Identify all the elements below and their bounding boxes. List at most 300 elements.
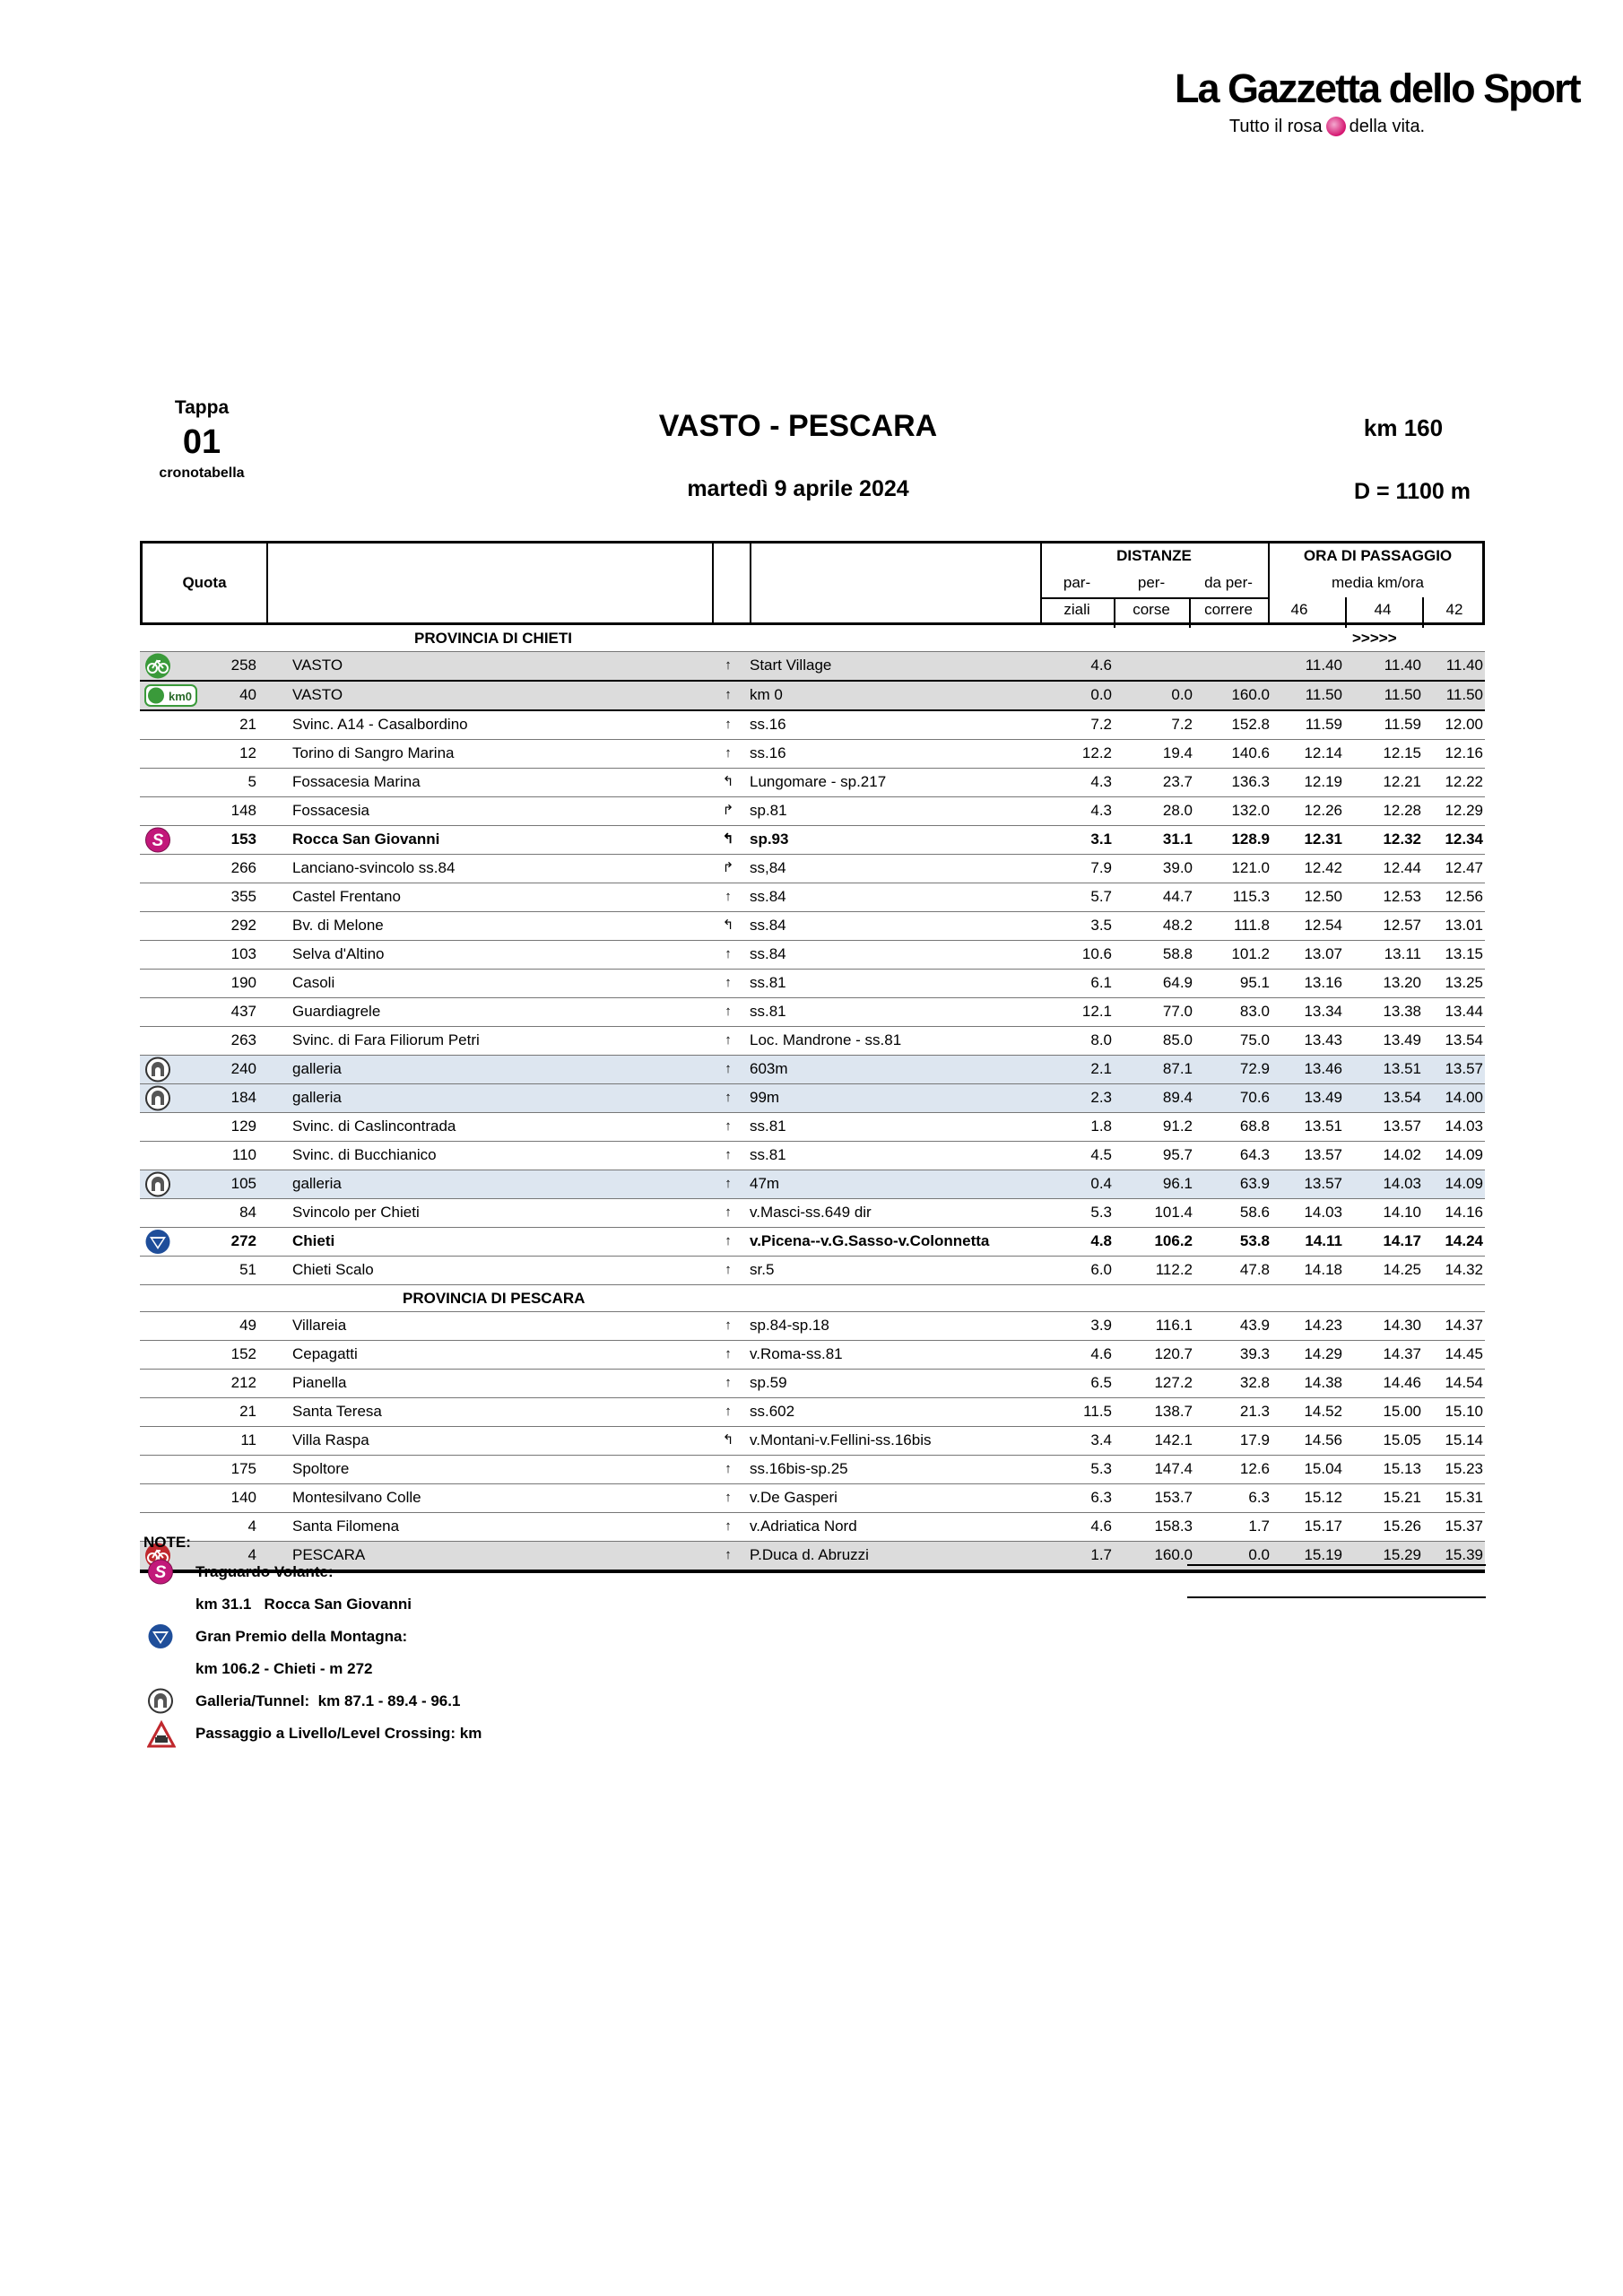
- time-44-cell: 12.44: [1383, 859, 1421, 876]
- gpm-icon: [144, 1229, 171, 1255]
- direction-arrow-icon: ↑: [725, 1205, 732, 1220]
- note-gpm-detail: km 106.2 - Chieti - m 272: [195, 1660, 373, 1677]
- time-42-cell: 12.00: [1445, 716, 1483, 733]
- time-46-cell: 11.59: [1305, 716, 1342, 733]
- location-cell: Casoli: [292, 974, 335, 991]
- remaining-km-cell: 152.8: [1231, 716, 1270, 733]
- partial-km-cell: 3.4: [1090, 1431, 1112, 1448]
- road-cell: ss,84: [750, 859, 786, 876]
- altitude-cell: 51: [239, 1261, 256, 1278]
- time-44-cell: 11.40: [1384, 657, 1421, 674]
- altitude-cell: 437: [230, 1003, 256, 1020]
- time-44-cell: 12.57: [1383, 917, 1421, 934]
- direction-arrow-icon: ↱: [722, 860, 734, 875]
- remaining-km-cell: 95.1: [1239, 974, 1270, 991]
- time-46-cell: 13.07: [1304, 945, 1342, 962]
- direction-arrow-icon: ↑: [725, 1176, 732, 1191]
- covered-km-cell: 101.4: [1154, 1204, 1193, 1221]
- time-42-cell: 11.40: [1445, 657, 1483, 674]
- location-cell: Fossacesia: [292, 802, 369, 819]
- partial-km-cell: 10.6: [1081, 945, 1112, 962]
- notes-title: NOTE:: [143, 1534, 191, 1551]
- covered-km-cell: 147.4: [1154, 1460, 1193, 1477]
- location-cell: Svinc. di Bucchianico: [292, 1146, 437, 1163]
- altitude-cell: 184: [230, 1089, 256, 1106]
- time-46-cell: 13.57: [1304, 1146, 1342, 1163]
- time-42-cell: 13.57: [1445, 1060, 1483, 1077]
- time-42-cell: 13.25: [1445, 974, 1483, 991]
- location-cell: Santa Filomena: [292, 1518, 400, 1535]
- road-cell: Loc. Mandrone - ss.81: [750, 1031, 902, 1048]
- table-row: [140, 941, 1485, 970]
- covered-km-cell: 39.0: [1162, 859, 1193, 876]
- remaining-km-cell: 47.8: [1239, 1261, 1270, 1278]
- svg-text:S: S: [154, 1563, 167, 1582]
- direction-arrow-icon: ↑: [725, 717, 732, 732]
- location-cell: Svincolo per Chieti: [292, 1204, 420, 1221]
- stage-block: [143, 395, 260, 484]
- remaining-km-cell: 58.6: [1239, 1204, 1270, 1221]
- location-cell: galleria: [292, 1089, 342, 1106]
- logo-wordmark: La Gazzetta dello Sport: [1175, 65, 1580, 111]
- province-chieti: PROVINCIA DI CHIETI: [414, 630, 572, 647]
- covered-km-cell: 28.0: [1162, 802, 1193, 819]
- direction-arrow-icon: ↑: [725, 1518, 732, 1534]
- time-42-cell: 12.34: [1445, 831, 1483, 848]
- remaining-km-cell: 1.7: [1248, 1518, 1270, 1535]
- road-cell: ss.16bis-sp.25: [750, 1460, 848, 1477]
- altitude-cell: 212: [230, 1374, 256, 1391]
- direction-arrow-icon: ↑: [725, 1233, 732, 1248]
- altitude-cell: 5: [247, 773, 256, 790]
- table-row: [140, 1427, 1485, 1456]
- time-44-cell: 12.32: [1383, 831, 1421, 848]
- direction-arrow-icon: ↰: [722, 918, 734, 933]
- remaining-km-cell: 32.8: [1239, 1374, 1270, 1391]
- signature-line-2: [1187, 1596, 1486, 1598]
- table-row: [140, 769, 1485, 797]
- time-42-cell: 12.16: [1445, 744, 1483, 761]
- table-row: [140, 1398, 1485, 1427]
- stage-label: Tappa: [174, 397, 230, 418]
- covered-km-cell: 48.2: [1162, 917, 1193, 934]
- partial-km-cell: 5.3: [1090, 1204, 1112, 1221]
- time-42-cell: 15.14: [1445, 1431, 1483, 1448]
- table-row: [140, 912, 1485, 941]
- partial-km-cell: 2.3: [1090, 1089, 1112, 1106]
- covered-km-cell: 112.2: [1155, 1261, 1193, 1278]
- location-cell: Chieti Scalo: [292, 1261, 374, 1278]
- level-crossing-icon: [147, 1720, 176, 1749]
- time-42-cell: 12.56: [1445, 888, 1483, 905]
- location-cell: Torino di Sangro Marina: [292, 744, 455, 761]
- col-parziali-1: par-: [1063, 574, 1091, 591]
- location-cell: Chieti: [292, 1232, 335, 1249]
- note-crossing: Passaggio a Livello/Level Crossing: km: [143, 1718, 771, 1750]
- col-ora-passaggio: ORA DI PASSAGGIO: [1303, 547, 1453, 564]
- road-cell: v.Montani-v.Fellini-ss.16bis: [750, 1431, 932, 1448]
- partial-km-cell: 12.2: [1081, 744, 1112, 761]
- time-42-cell: 14.03: [1445, 1118, 1483, 1135]
- time-46-cell: 12.42: [1304, 859, 1342, 876]
- table-row: [140, 711, 1485, 740]
- partial-km-cell: 5.7: [1090, 888, 1112, 905]
- table-row: [140, 998, 1485, 1027]
- covered-km-cell: 7.2: [1171, 716, 1193, 733]
- time-46-cell: 12.31: [1304, 831, 1342, 848]
- covered-km-cell: 31.1: [1162, 831, 1193, 848]
- stage-date: martedì 9 aprile 2024: [687, 476, 909, 501]
- col-media: media km/ora: [1332, 574, 1424, 591]
- sprint-icon: [147, 1559, 176, 1587]
- note-tunnel: Galleria/Tunnel: km 87.1 - 89.4 - 96.1: [143, 1685, 771, 1718]
- table-row: [140, 1113, 1485, 1142]
- time-46-cell: 14.52: [1304, 1403, 1342, 1420]
- partial-km-cell: 3.5: [1090, 917, 1112, 934]
- stage-distance: km 160: [1363, 414, 1444, 441]
- time-42-cell: 12.29: [1445, 802, 1483, 819]
- altitude-cell: 263: [230, 1031, 256, 1048]
- altitude-cell: 266: [230, 859, 256, 876]
- time-44-cell: 13.38: [1383, 1003, 1421, 1020]
- altitude-cell: 153: [230, 831, 256, 848]
- direction-arrow-icon: ↑: [725, 1090, 732, 1105]
- remaining-km-cell: 115.3: [1232, 888, 1270, 905]
- time-42-cell: 13.54: [1445, 1031, 1483, 1048]
- road-cell: ss.16: [750, 716, 786, 733]
- covered-km-cell: 23.7: [1162, 773, 1193, 790]
- time-42-cell: 15.23: [1445, 1460, 1483, 1477]
- time-44-cell: 14.17: [1383, 1232, 1421, 1249]
- time-46-cell: 14.29: [1304, 1345, 1342, 1362]
- partial-km-cell: 4.8: [1090, 1232, 1112, 1249]
- partial-km-cell: 4.6: [1090, 657, 1112, 674]
- time-42-cell: 14.00: [1445, 1089, 1483, 1106]
- location-cell: Svinc. di Fara Filiorum Petri: [292, 1031, 480, 1048]
- direction-arrow-icon: ↑: [725, 1061, 732, 1076]
- direction-arrows: >>>>>: [1352, 630, 1397, 647]
- col-da-percorrere-2: correre: [1204, 601, 1253, 618]
- road-cell: 603m: [750, 1060, 788, 1077]
- time-46-cell: 14.38: [1304, 1374, 1342, 1391]
- time-46-cell: 15.17: [1304, 1518, 1342, 1535]
- time-42-cell: 12.22: [1445, 773, 1483, 790]
- table-header: [140, 541, 1485, 625]
- tunnel-icon: [144, 1057, 171, 1083]
- remaining-km-cell: 101.2: [1231, 945, 1270, 962]
- time-46-cell: 14.03: [1304, 1204, 1342, 1221]
- altitude-cell: 12: [239, 744, 256, 761]
- location-cell: Bv. di Melone: [292, 917, 384, 934]
- altitude-cell: 152: [230, 1345, 256, 1362]
- location-cell: Spoltore: [292, 1460, 350, 1477]
- altitude-cell: 103: [230, 945, 256, 962]
- gpm-icon: [147, 1623, 176, 1652]
- col-distanze: DISTANZE: [1116, 547, 1192, 564]
- altitude-cell: 105: [230, 1175, 256, 1192]
- road-cell: v.Roma-ss.81: [750, 1345, 843, 1362]
- partial-km-cell: 5.3: [1090, 1460, 1112, 1477]
- altitude-cell: 175: [230, 1460, 256, 1477]
- stage-number: 01: [182, 423, 221, 461]
- time-46-cell: 13.49: [1304, 1089, 1342, 1106]
- location-cell: Villareia: [292, 1317, 347, 1334]
- remaining-km-cell: 83.0: [1239, 1003, 1270, 1020]
- partial-km-cell: 4.6: [1090, 1518, 1112, 1535]
- time-46-cell: 14.11: [1305, 1232, 1342, 1249]
- road-cell: sp.93: [750, 831, 789, 848]
- location-cell: Santa Teresa: [292, 1403, 382, 1420]
- altitude-cell: 40: [239, 686, 256, 703]
- remaining-km-cell: 68.8: [1239, 1118, 1270, 1135]
- time-42-cell: 13.15: [1445, 945, 1483, 962]
- time-42-cell: 14.54: [1445, 1374, 1483, 1391]
- direction-arrow-icon: ↰: [722, 831, 734, 847]
- altitude-cell: 4: [247, 1546, 256, 1563]
- col-speed-46: 46: [1290, 601, 1308, 618]
- location-cell: galleria: [292, 1175, 342, 1192]
- location-cell: VASTO: [292, 686, 343, 703]
- col-percorse-1: per-: [1137, 574, 1166, 591]
- road-cell: ss.84: [750, 888, 786, 905]
- route-title: VASTO - PESCARA: [658, 409, 938, 443]
- direction-arrow-icon: ↑: [725, 1262, 732, 1277]
- direction-arrow-icon: ↑: [725, 745, 732, 761]
- location-cell: Svinc. A14 - Casalbordino: [292, 716, 468, 733]
- note-sprint-detail: km 31.1 Rocca San Giovanni: [195, 1596, 412, 1613]
- partial-km-cell: 4.3: [1090, 802, 1112, 819]
- direction-arrow-icon: ↑: [725, 1147, 732, 1162]
- covered-km-cell: 91.2: [1162, 1118, 1193, 1135]
- time-46-cell: 15.04: [1304, 1460, 1342, 1477]
- table-row: [140, 740, 1485, 769]
- altitude-cell: 84: [239, 1204, 256, 1221]
- table-row: [140, 1170, 1485, 1199]
- table-row: [140, 1370, 1485, 1398]
- road-cell: Lungomare - sp.217: [750, 773, 887, 790]
- table-row: [140, 883, 1485, 912]
- direction-arrow-icon: ↑: [725, 1490, 732, 1505]
- partial-km-cell: 6.0: [1090, 1261, 1112, 1278]
- table-row: [140, 1257, 1485, 1285]
- time-46-cell: 12.19: [1304, 773, 1342, 790]
- covered-km-cell: 127.2: [1154, 1374, 1193, 1391]
- table-row: [140, 826, 1485, 855]
- time-42-cell: 14.32: [1445, 1261, 1483, 1278]
- altitude-cell: 49: [239, 1317, 256, 1334]
- direction-arrow-icon: ↑: [725, 889, 732, 904]
- location-cell: Cepagatti: [292, 1345, 358, 1362]
- partial-km-cell: 3.1: [1090, 831, 1112, 848]
- partial-km-cell: 3.9: [1090, 1317, 1112, 1334]
- timetable: [140, 541, 1485, 1573]
- direction-arrow-icon: ↑: [725, 687, 732, 702]
- road-cell: sr.5: [750, 1261, 775, 1278]
- direction-arrow-icon: ↑: [725, 1375, 732, 1390]
- road-cell: ss.16: [750, 744, 786, 761]
- svg-text:S: S: [152, 831, 164, 850]
- signature-line-1: [1187, 1564, 1486, 1566]
- direction-arrow-icon: ↑: [725, 1318, 732, 1333]
- partial-km-cell: 2.1: [1090, 1060, 1112, 1077]
- remaining-km-cell: 136.3: [1231, 773, 1270, 790]
- time-44-cell: 12.28: [1383, 802, 1421, 819]
- time-46-cell: 12.26: [1304, 802, 1342, 819]
- svg-text:km0: km0: [168, 690, 193, 703]
- road-cell: 47m: [750, 1175, 780, 1192]
- road-cell: v.Picena--v.G.Sasso-v.Colonnetta: [750, 1232, 990, 1249]
- stage-elevation: D = 1100 m: [1354, 479, 1471, 504]
- direction-arrow-icon: ↑: [725, 975, 732, 990]
- altitude-cell: 355: [230, 888, 256, 905]
- covered-km-cell: 120.7: [1154, 1345, 1193, 1362]
- location-cell: PESCARA: [292, 1546, 366, 1563]
- road-cell: ss.84: [750, 945, 786, 962]
- altitude-cell: 292: [230, 917, 256, 934]
- road-cell: ss.81: [750, 1003, 786, 1020]
- covered-km-cell: 160.0: [1154, 1546, 1193, 1563]
- table-row: [140, 855, 1485, 883]
- time-46-cell: 13.34: [1304, 1003, 1342, 1020]
- road-cell: sp.81: [750, 802, 787, 819]
- time-44-cell: 15.26: [1383, 1518, 1421, 1535]
- table-row: [140, 1228, 1485, 1257]
- time-42-cell: 14.45: [1445, 1345, 1483, 1362]
- altitude-cell: 11: [240, 1431, 256, 1448]
- time-46-cell: 14.18: [1304, 1261, 1342, 1278]
- remaining-km-cell: 43.9: [1239, 1317, 1270, 1334]
- table-row: [140, 797, 1485, 826]
- covered-km-cell: 0.0: [1171, 686, 1193, 703]
- remaining-km-cell: 70.6: [1239, 1089, 1270, 1106]
- table-row: [140, 1056, 1485, 1084]
- time-42-cell: 15.10: [1445, 1403, 1483, 1420]
- table-row: [140, 1484, 1485, 1513]
- altitude-cell: 4: [247, 1518, 256, 1535]
- remaining-km-cell: 72.9: [1239, 1060, 1270, 1077]
- time-42-cell: 15.31: [1445, 1489, 1483, 1506]
- time-46-cell: 13.43: [1304, 1031, 1342, 1048]
- covered-km-cell: 19.4: [1162, 744, 1193, 761]
- remaining-km-cell: 75.0: [1239, 1031, 1270, 1048]
- col-quota: Quota: [182, 574, 227, 591]
- altitude-cell: 140: [230, 1489, 256, 1506]
- time-44-cell: 14.25: [1383, 1261, 1421, 1278]
- km0-icon: [144, 683, 193, 709]
- road-cell: sp.84-sp.18: [750, 1317, 829, 1334]
- direction-arrow-icon: ↑: [725, 1346, 732, 1361]
- time-46-cell: 12.14: [1304, 744, 1342, 761]
- covered-km-cell: 77.0: [1162, 1003, 1193, 1020]
- col-speed-44: 44: [1374, 601, 1392, 618]
- time-42-cell: 13.01: [1445, 917, 1483, 934]
- partial-km-cell: 4.6: [1090, 1345, 1112, 1362]
- logo-tagline: Tutto il rosa della vita.: [1228, 117, 1426, 136]
- road-cell: ss.81: [750, 974, 786, 991]
- time-42-cell: 11.50: [1445, 686, 1483, 703]
- altitude-cell: 21: [239, 1403, 256, 1420]
- time-46-cell: 11.40: [1305, 657, 1342, 674]
- time-44-cell: 13.49: [1383, 1031, 1421, 1048]
- time-44-cell: 14.03: [1383, 1175, 1421, 1192]
- time-44-cell: 15.21: [1383, 1489, 1421, 1506]
- location-cell: galleria: [292, 1060, 342, 1077]
- remaining-km-cell: 160.0: [1231, 686, 1270, 703]
- table-row: [140, 1142, 1485, 1170]
- time-42-cell: 15.39: [1445, 1546, 1483, 1563]
- location-cell: Rocca San Giovanni: [292, 831, 440, 848]
- partial-km-cell: 0.0: [1090, 686, 1112, 703]
- location-cell: Montesilvano Colle: [292, 1489, 421, 1506]
- table-row: [140, 652, 1485, 682]
- time-44-cell: 12.53: [1383, 888, 1421, 905]
- time-44-cell: 14.30: [1383, 1317, 1421, 1334]
- time-44-cell: 12.21: [1383, 773, 1421, 790]
- time-42-cell: 13.44: [1445, 1003, 1483, 1020]
- time-46-cell: 12.50: [1304, 888, 1342, 905]
- location-cell: Selva d'Altino: [292, 945, 385, 962]
- table-row: [140, 1456, 1485, 1484]
- time-46-cell: 13.16: [1304, 974, 1342, 991]
- time-42-cell: 14.16: [1445, 1204, 1483, 1221]
- time-44-cell: 13.54: [1383, 1089, 1421, 1106]
- remaining-km-cell: 53.8: [1239, 1232, 1270, 1249]
- time-46-cell: 11.50: [1305, 686, 1342, 703]
- note-sprint: S Traguardo Volante:: [143, 1556, 771, 1588]
- partial-km-cell: 7.9: [1090, 859, 1112, 876]
- partial-km-cell: 6.3: [1090, 1489, 1112, 1506]
- covered-km-cell: 64.9: [1162, 974, 1193, 991]
- partial-km-cell: 0.4: [1090, 1175, 1112, 1192]
- table-row: [140, 1312, 1485, 1341]
- time-44-cell: 15.13: [1383, 1460, 1421, 1477]
- col-da-percorrere-1: da per-: [1204, 574, 1253, 591]
- tunnel-icon: [147, 1688, 176, 1717]
- road-cell: ss.84: [750, 917, 786, 934]
- location-cell: Svinc. di Caslincontrada: [292, 1118, 456, 1135]
- partial-km-cell: 6.5: [1090, 1374, 1112, 1391]
- covered-km-cell: 44.7: [1162, 888, 1193, 905]
- remaining-km-cell: 121.0: [1231, 859, 1270, 876]
- covered-km-cell: 116.1: [1155, 1317, 1193, 1334]
- road-cell: v.Adriatica Nord: [750, 1518, 857, 1535]
- covered-km-cell: 87.1: [1162, 1060, 1193, 1077]
- covered-km-cell: 89.4: [1162, 1089, 1193, 1106]
- partial-km-cell: 4.3: [1090, 773, 1112, 790]
- time-44-cell: 14.37: [1383, 1345, 1421, 1362]
- road-cell: v.De Gasperi: [750, 1489, 838, 1506]
- road-cell: ss.602: [750, 1403, 795, 1420]
- time-46-cell: 15.12: [1304, 1489, 1342, 1506]
- remaining-km-cell: 39.3: [1239, 1345, 1270, 1362]
- location-cell: Fossacesia Marina: [292, 773, 421, 790]
- remaining-km-cell: 17.9: [1239, 1431, 1270, 1448]
- location-cell: VASTO: [292, 657, 343, 674]
- table-row: [140, 1027, 1485, 1056]
- altitude-cell: 21: [239, 716, 256, 733]
- table-row: [140, 970, 1485, 998]
- remaining-km-cell: 132.0: [1231, 802, 1270, 819]
- pink-ball-icon: [1326, 117, 1346, 136]
- time-44-cell: 11.50: [1384, 686, 1421, 703]
- partial-km-cell: 11.5: [1083, 1403, 1112, 1420]
- location-cell: Castel Frentano: [292, 888, 401, 905]
- direction-arrow-icon: ↑: [725, 1004, 732, 1019]
- time-44-cell: 12.15: [1383, 744, 1421, 761]
- time-46-cell: 13.46: [1304, 1060, 1342, 1077]
- partial-km-cell: 1.7: [1090, 1546, 1112, 1563]
- time-46-cell: 14.23: [1304, 1317, 1342, 1334]
